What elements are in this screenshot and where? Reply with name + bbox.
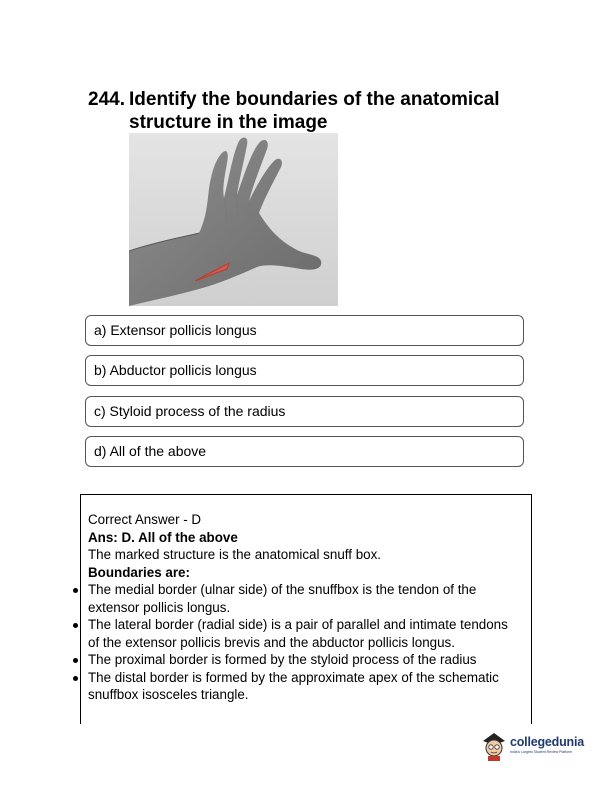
option-d[interactable]: d) All of the above <box>85 436 524 467</box>
bullet-icon <box>73 676 78 681</box>
boundaries-list <box>88 581 518 704</box>
list-item: The proximal border is formed by the styloid process of the radius <box>88 651 518 669</box>
hand-photo <box>129 133 338 306</box>
option-a[interactable]: a) Extensor pollicis longus <box>85 315 524 346</box>
option-c[interactable]: c) Styloid process of the radius <box>85 396 524 427</box>
question-title-line1: Identify the boundaries of the anatomical <box>129 89 500 110</box>
brand-name: collegedunia <box>510 735 585 749</box>
bullet-icon <box>73 658 78 663</box>
explanation: The marked structure is the anatomical snuff box. <box>88 547 381 562</box>
bullet-icon <box>73 588 78 593</box>
bullet-icon <box>73 623 78 628</box>
boundaries-heading: Boundaries are: <box>88 564 190 580</box>
collegedunia-logo[interactable] <box>480 729 585 761</box>
answer-content <box>88 511 518 704</box>
question-title-line2: structure in the image <box>129 112 328 133</box>
question-number: 244. <box>88 89 125 110</box>
option-b[interactable]: b) Abductor pollicis longus <box>85 355 524 386</box>
list-item: The lateral border (radial side) is a pair of parallel and intimate tendons of the extensor pollicis brevis and the abductor pollicis longus. <box>88 616 518 651</box>
list-item: The distal border is formed by the approximate apex of the schematic snuffbox isosceles triangle. <box>88 669 518 704</box>
question-title <box>88 88 548 134</box>
hand-illustration <box>129 133 338 306</box>
correct-answer: Correct Answer - D <box>88 512 202 527</box>
answer-heading: Ans: D. All of the above <box>88 529 238 545</box>
list-item: The medial border (ulnar side) of the snuffbox is the tendon of the extensor pollicis longus. <box>88 581 518 616</box>
mascot-icon <box>480 729 508 761</box>
brand-tagline: India's Largest Student Review Platform <box>510 750 573 754</box>
